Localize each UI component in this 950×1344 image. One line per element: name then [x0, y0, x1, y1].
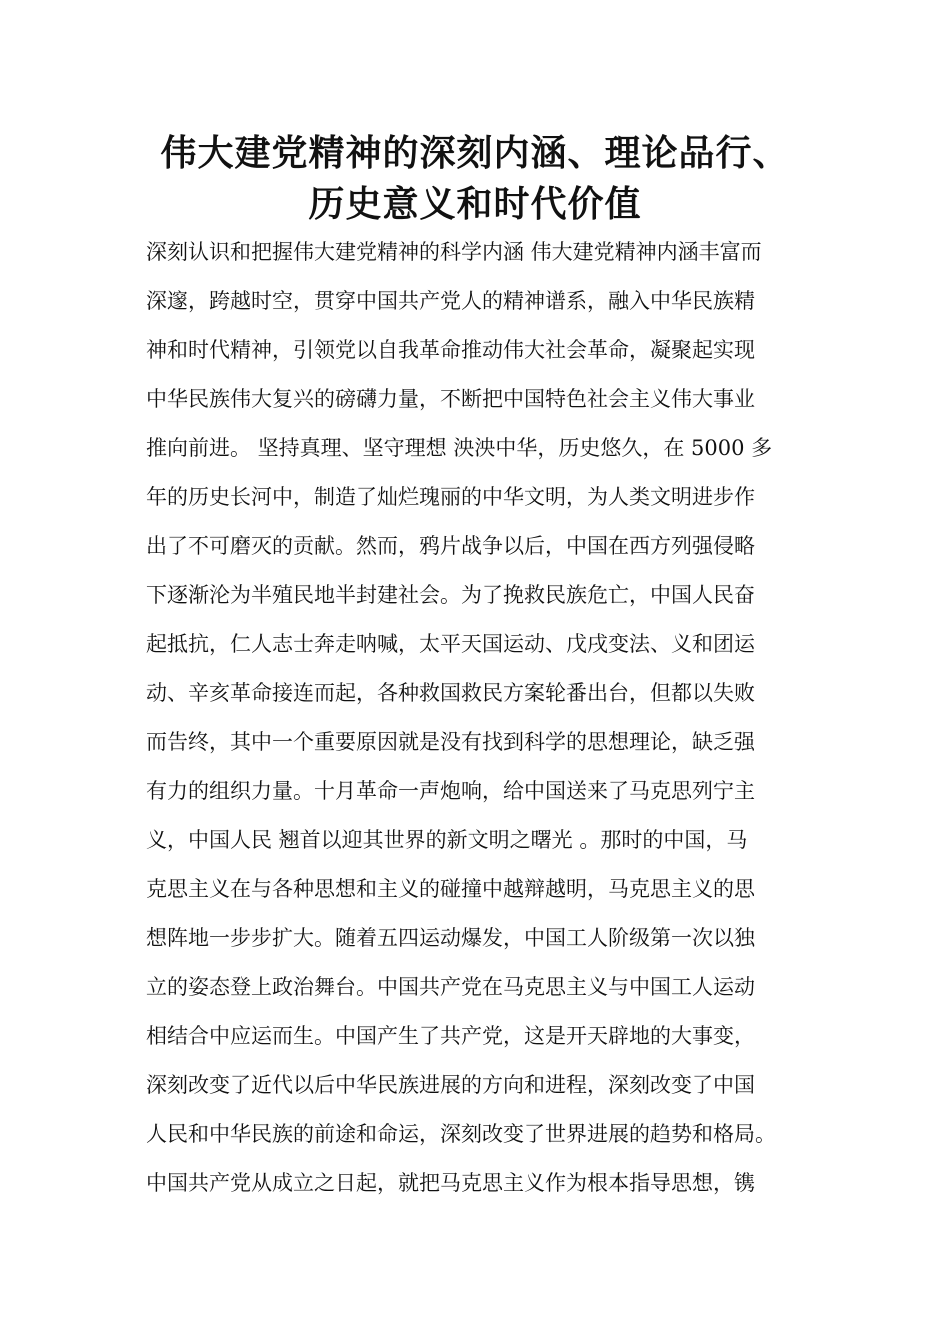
body-line: 人民和中华民族的前途和命运，深刻改变了世界进展的趋势和格局。: [146, 1122, 776, 1146]
body-line: 神和时代精神，引领党以自我革命推动伟大社会革命，凝聚起实现: [146, 338, 755, 362]
body-line: 想阵地一步步扩大。随着五四运动爆发，中国工人阶级第一次以独: [146, 926, 755, 950]
body-line: 年的历史长河中，制造了灿烂瑰丽的中华文明，为人类文明进步作: [146, 485, 755, 509]
body-line: 义，中国人民 翘首以迎其世界的新文明之曙光 。那时的中国，马: [146, 828, 748, 852]
document-title-line-1: 伟大建党精神的深刻内涵、理论品行、: [160, 133, 790, 174]
body-line: 动、辛亥革命接连而起，各种救国救民方案轮番出台，但都以失败: [146, 681, 755, 705]
body-line: 出了不可磨灭的贡献。然而，鸦片战争以后，中国在西方列强侵略: [146, 534, 755, 558]
body-line: 有力的组织力量。十月革命一声炮响，给中国送来了马克思列宁主: [146, 779, 755, 803]
body-line: 立的姿态登上政治舞台。中国共产党在马克思主义与中国工人运动: [146, 975, 755, 999]
body-line: 中国共产党从成立之日起，就把马克思主义作为根本指导思想，镌: [146, 1171, 755, 1195]
body-line: 中华民族伟大复兴的磅礴力量，不断把中国特色社会主义伟大事业: [146, 387, 755, 411]
document-title-line-2: 历史意义和时代价值: [308, 184, 642, 225]
body-line: 克思主义在与各种思想和主义的碰撞中越辩越明，马克思主义的思: [146, 877, 755, 901]
body-line: 而告终，其中一个重要原因就是没有找到科学的思想理论，缺乏强: [146, 730, 755, 754]
body-line: 深刻改变了近代以后中华民族进展的方向和进程，深刻改变了中国: [146, 1073, 755, 1097]
body-line: 深邃，跨越时空，贯穿中国共产党人的精神谱系，融入中华民族精: [146, 289, 755, 313]
body-line: 下逐渐沦为半殖民地半封建社会。为了挽救民族危亡，中国人民奋: [146, 583, 755, 607]
body-line: 推向前进。 坚持真理、坚守理想 泱泱中华，历史悠久，在 5000 多: [146, 436, 773, 460]
body-line: 深刻认识和把握伟大建党精神的科学内涵 伟大建党精神内涵丰富而: [146, 240, 762, 264]
body-line: 起抵抗，仁人志士奔走呐喊，太平天国运动、戊戌变法、义和团运: [146, 632, 755, 656]
body-line: 相结合中应运而生。中国产生了共产党，这是开天辟地的大事变，: [146, 1024, 755, 1048]
